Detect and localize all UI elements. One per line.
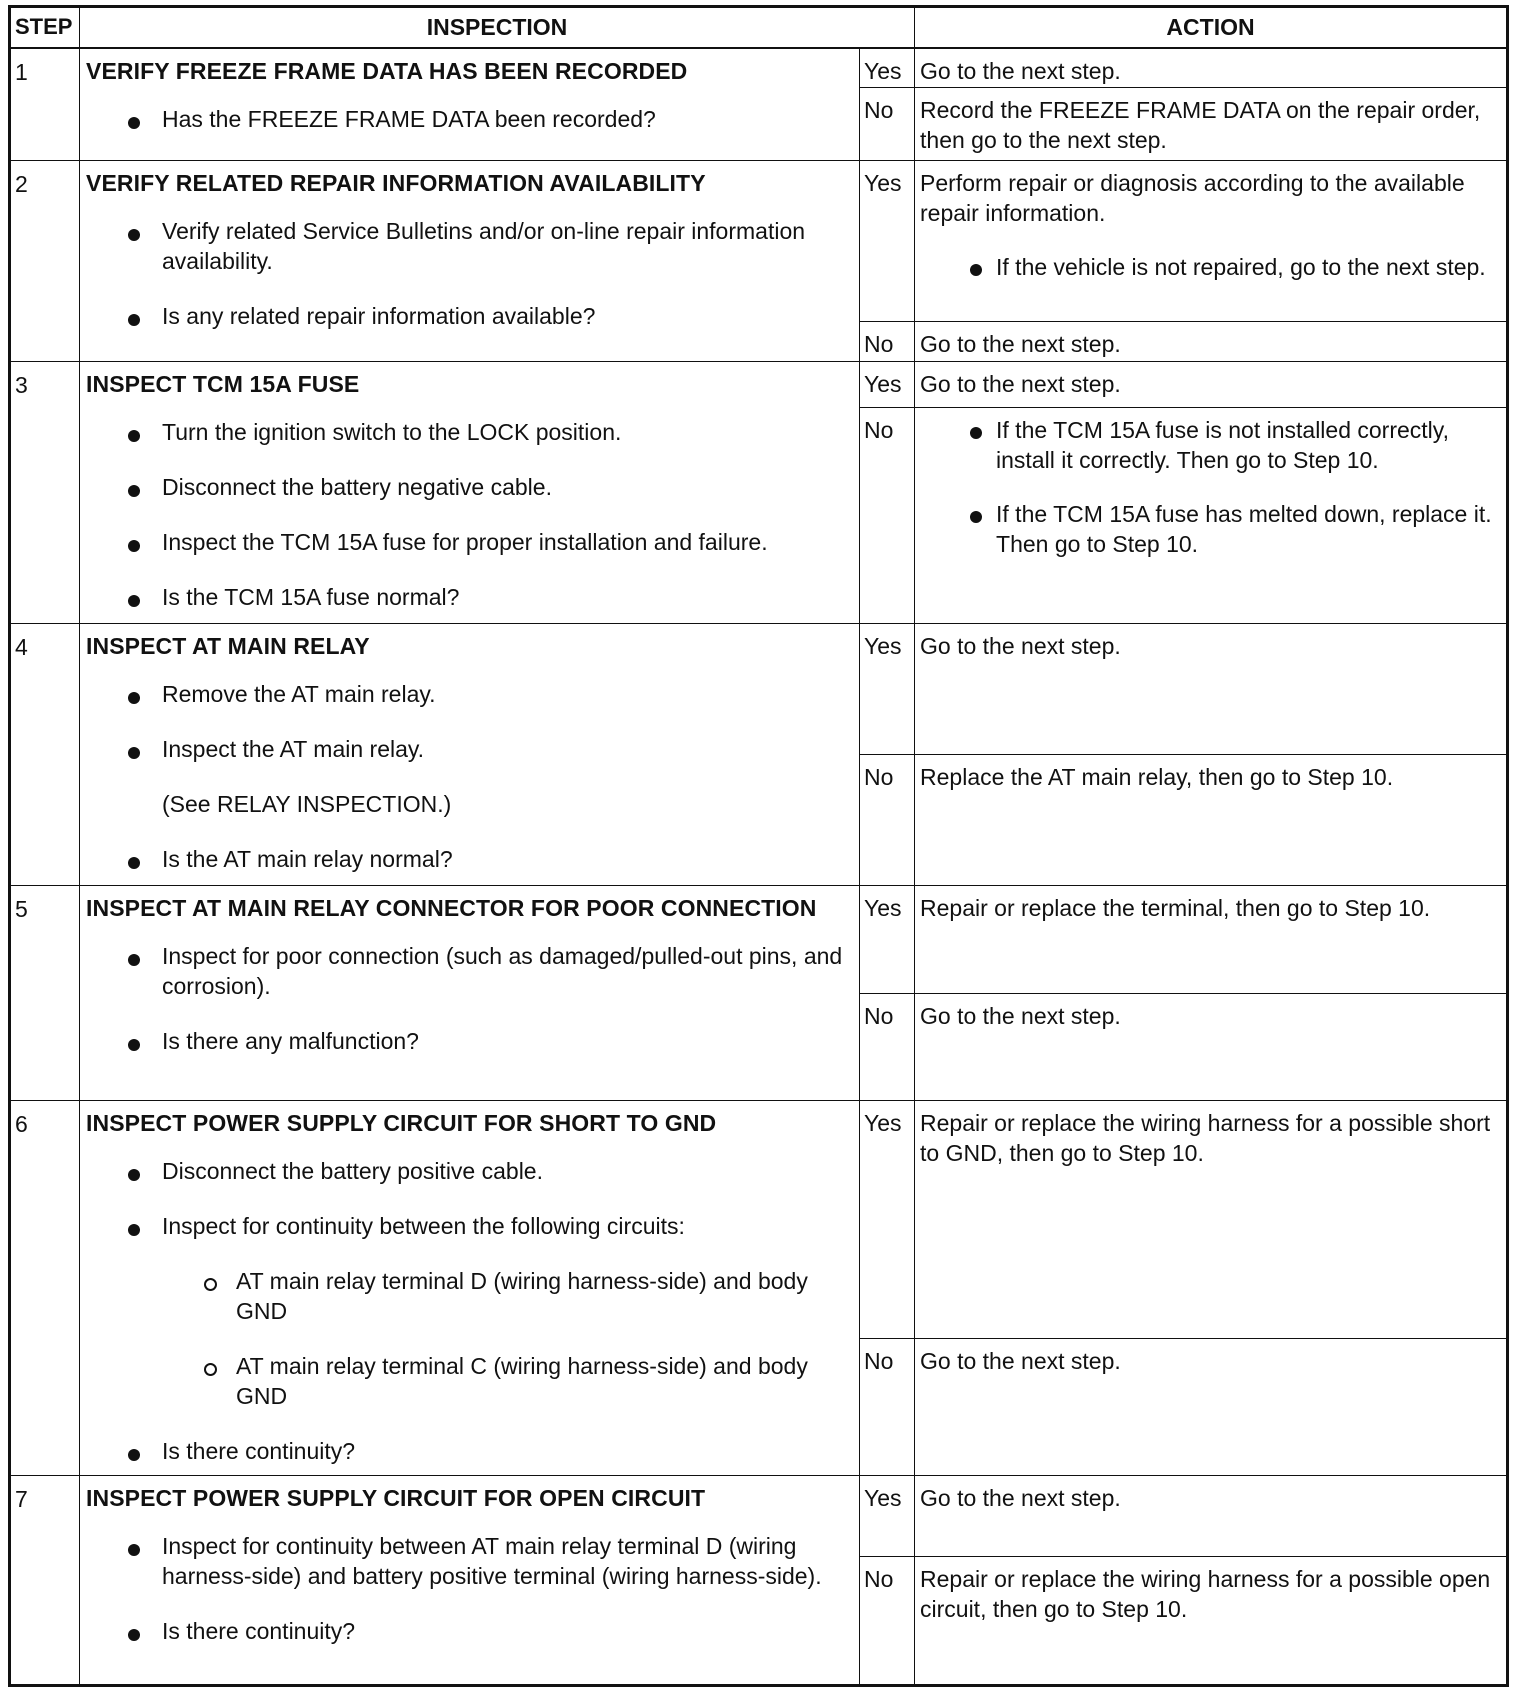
inspection-item bbox=[86, 472, 853, 502]
yes-action-text: Repair or replace the wiring harness for a possible short to GND, then go to Step 10. bbox=[920, 1109, 1491, 1166]
yes-action bbox=[915, 886, 1508, 993]
inspection-item-text: Remove the AT main relay. bbox=[162, 681, 436, 708]
inspection-item bbox=[86, 734, 853, 764]
step-number: 1 bbox=[10, 48, 80, 161]
table-row bbox=[10, 362, 1508, 408]
no-action bbox=[915, 408, 1508, 624]
inspection-item-text: Inspect the TCM 15A fuse for proper installation and failure. bbox=[162, 529, 768, 556]
yes-action bbox=[915, 624, 1508, 755]
bullet-icon bbox=[970, 511, 982, 523]
yes-label: Yes bbox=[860, 886, 915, 993]
inspection-title: INSPECT TCM 15A FUSE bbox=[86, 371, 360, 398]
inspection-item bbox=[86, 301, 853, 331]
inspection-item-text: Is any related repair information available? bbox=[162, 303, 596, 330]
bullet-icon bbox=[128, 540, 140, 552]
no-label: No bbox=[860, 408, 915, 624]
inspection-item bbox=[86, 679, 853, 709]
action-bullet-text: If the vehicle is not repaired, go to the next step. bbox=[996, 254, 1486, 281]
inspection-item-text: Disconnect the battery negative cable. bbox=[162, 474, 552, 501]
no-label: No bbox=[860, 88, 915, 161]
inspection-item-text: Has the FREEZE FRAME DATA been recorded? bbox=[162, 105, 656, 132]
step-number: 7 bbox=[10, 1475, 80, 1685]
bullet-icon bbox=[128, 430, 140, 442]
inspection-title: INSPECT AT MAIN RELAY CONNECTOR FOR POOR CONNECTION bbox=[86, 895, 817, 922]
no-action-text: Go to the next step. bbox=[920, 1002, 1121, 1029]
inspection-item bbox=[86, 1531, 853, 1591]
no-action-text: Replace the AT main relay, then go to Step 10. bbox=[920, 764, 1394, 791]
no-action bbox=[915, 88, 1508, 161]
yes-action bbox=[915, 161, 1508, 322]
bullet-icon bbox=[128, 1169, 140, 1181]
inspection-item bbox=[86, 527, 853, 557]
yes-label: Yes bbox=[860, 624, 915, 755]
inspection-subitem-text: AT main relay terminal D (wiring harness-side) and body GND bbox=[236, 1267, 808, 1324]
table-row bbox=[10, 161, 1508, 322]
action-bullet-text: If the TCM 15A fuse is not installed correctly, install it correctly. Then go to Step 10. bbox=[996, 417, 1449, 474]
no-action-text: Go to the next step. bbox=[920, 331, 1121, 358]
inspection-subitem-text: AT main relay terminal C (wiring harness-side) and body GND bbox=[236, 1352, 808, 1409]
inspection-item-text: Is there continuity? bbox=[162, 1617, 356, 1644]
yes-action bbox=[915, 362, 1508, 408]
no-label: No bbox=[860, 322, 915, 362]
inspection-cell bbox=[80, 362, 860, 624]
bullet-icon bbox=[128, 1629, 140, 1641]
no-action-text: Go to the next step. bbox=[920, 1347, 1121, 1374]
step-number: 5 bbox=[10, 886, 80, 1100]
bullet-icon bbox=[128, 1224, 140, 1236]
table-row bbox=[10, 624, 1508, 755]
bullet-icon bbox=[128, 485, 140, 497]
step-number: 6 bbox=[10, 1100, 80, 1475]
inspection-note: (See RELAY INSPECTION.) bbox=[162, 791, 452, 818]
yes-action-text: Repair or replace the terminal, then go to Step 10. bbox=[920, 895, 1431, 922]
diagnostic-procedure-table bbox=[8, 5, 1509, 1687]
bullet-icon bbox=[128, 692, 140, 704]
yes-label: Yes bbox=[860, 1100, 915, 1338]
no-action-text: Record the FREEZE FRAME DATA on the repair order, then go to the next step. bbox=[920, 97, 1481, 154]
inspection-column-header: INSPECTION bbox=[80, 7, 915, 48]
yes-action-text: Go to the next step. bbox=[920, 57, 1121, 84]
no-action-text: Repair or replace the wiring harness for a possible open circuit, then go to Step 10. bbox=[920, 1565, 1491, 1622]
yes-action bbox=[915, 48, 1508, 88]
no-label: No bbox=[860, 1338, 915, 1475]
bullet-icon bbox=[128, 229, 140, 241]
action-bullet-text: If the TCM 15A fuse has melted down, replace it. Then go to Step 10. bbox=[996, 501, 1492, 558]
inspection-cell bbox=[80, 48, 860, 161]
table-row bbox=[10, 1100, 1508, 1338]
inspection-item bbox=[86, 844, 853, 874]
action-bullet-item bbox=[920, 252, 1498, 282]
inspection-cell bbox=[80, 624, 860, 886]
no-label: No bbox=[860, 1556, 915, 1685]
inspection-item-text: Is there continuity? bbox=[162, 1437, 356, 1464]
inspection-subitem bbox=[86, 1351, 853, 1411]
inspection-item bbox=[86, 417, 853, 447]
inspection-title: VERIFY FREEZE FRAME DATA HAS BEEN RECORDED bbox=[86, 57, 688, 84]
no-action bbox=[915, 755, 1508, 886]
inspection-item-text: Is the AT main relay normal? bbox=[162, 846, 453, 873]
header-row bbox=[10, 7, 1508, 48]
step-column-header: STEP bbox=[10, 7, 80, 48]
inspection-cell bbox=[80, 886, 860, 1100]
hollow-bullet-icon bbox=[204, 1363, 217, 1376]
yes-label: Yes bbox=[860, 48, 915, 88]
step-number: 2 bbox=[10, 161, 80, 362]
action-bullet-item bbox=[920, 499, 1498, 559]
table-row bbox=[10, 1475, 1508, 1556]
inspection-item bbox=[86, 1616, 853, 1646]
yes-action-text: Go to the next step. bbox=[920, 633, 1121, 660]
inspection-item-text: Is there any malfunction? bbox=[162, 1028, 419, 1055]
inspection-item bbox=[86, 1211, 853, 1241]
yes-action-text: Go to the next step. bbox=[920, 371, 1121, 398]
bullet-icon bbox=[128, 314, 140, 326]
bullet-icon bbox=[128, 117, 140, 129]
table-row bbox=[10, 886, 1508, 993]
inspection-item bbox=[86, 1156, 853, 1186]
action-bullet-item bbox=[920, 415, 1498, 475]
inspection-item-text: Turn the ignition switch to the LOCK position. bbox=[162, 419, 622, 446]
inspection-item bbox=[86, 1436, 853, 1466]
no-action bbox=[915, 993, 1508, 1100]
inspection-item-text: Inspect for continuity between the following circuits: bbox=[162, 1212, 685, 1239]
table-row bbox=[10, 48, 1508, 88]
no-action bbox=[915, 322, 1508, 362]
inspection-item-text: Is the TCM 15A fuse normal? bbox=[162, 584, 460, 611]
bullet-icon bbox=[970, 264, 982, 276]
bullet-icon bbox=[128, 954, 140, 966]
step-number: 4 bbox=[10, 624, 80, 886]
inspection-title: INSPECT POWER SUPPLY CIRCUIT FOR SHORT TO GND bbox=[86, 1109, 717, 1136]
inspection-item-text: Inspect for continuity between AT main relay terminal D (wiring harness-side) and battery positive terminal (wiring harness-side). bbox=[162, 1532, 822, 1589]
inspection-cell bbox=[80, 1475, 860, 1685]
yes-action-text: Go to the next step. bbox=[920, 1484, 1121, 1511]
no-action bbox=[915, 1556, 1508, 1685]
bullet-icon bbox=[970, 427, 982, 439]
inspection-cell bbox=[80, 161, 860, 362]
inspection-item-text: Disconnect the battery positive cable. bbox=[162, 1157, 543, 1184]
yes-label: Yes bbox=[860, 362, 915, 408]
inspection-item-text: Inspect the AT main relay. bbox=[162, 736, 425, 763]
bullet-icon bbox=[128, 1449, 140, 1461]
no-action bbox=[915, 1338, 1508, 1475]
no-label: No bbox=[860, 993, 915, 1100]
bullet-icon bbox=[128, 857, 140, 869]
inspection-item-text: Verify related Service Bulletins and/or on-line repair information availability. bbox=[162, 218, 806, 275]
inspection-item bbox=[86, 1026, 853, 1056]
hollow-bullet-icon bbox=[204, 1278, 217, 1291]
inspection-title: INSPECT POWER SUPPLY CIRCUIT FOR OPEN CIRCUIT bbox=[86, 1484, 706, 1511]
yes-action bbox=[915, 1100, 1508, 1338]
bullet-icon bbox=[128, 1544, 140, 1556]
inspection-item bbox=[86, 216, 853, 276]
yes-action-text: Perform repair or diagnosis according to the available repair information. bbox=[920, 170, 1465, 227]
inspection-title: VERIFY RELATED REPAIR INFORMATION AVAILABILITY bbox=[86, 170, 706, 197]
inspection-subitem bbox=[86, 1266, 853, 1326]
step-number: 3 bbox=[10, 362, 80, 624]
inspection-item-text: Inspect for poor connection (such as damaged/pulled-out pins, and corrosion). bbox=[162, 943, 843, 1000]
yes-label: Yes bbox=[860, 161, 915, 322]
no-label: No bbox=[860, 755, 915, 886]
bullet-icon bbox=[128, 1039, 140, 1051]
yes-label: Yes bbox=[860, 1475, 915, 1556]
action-column-header: ACTION bbox=[915, 7, 1508, 48]
yes-action bbox=[915, 1475, 1508, 1556]
inspection-title: INSPECT AT MAIN RELAY bbox=[86, 633, 370, 660]
inspection-item bbox=[86, 104, 853, 134]
bullet-icon bbox=[128, 747, 140, 759]
inspection-cell bbox=[80, 1100, 860, 1475]
inspection-item bbox=[86, 941, 853, 1001]
inspection-item bbox=[86, 582, 853, 612]
bullet-icon bbox=[128, 595, 140, 607]
